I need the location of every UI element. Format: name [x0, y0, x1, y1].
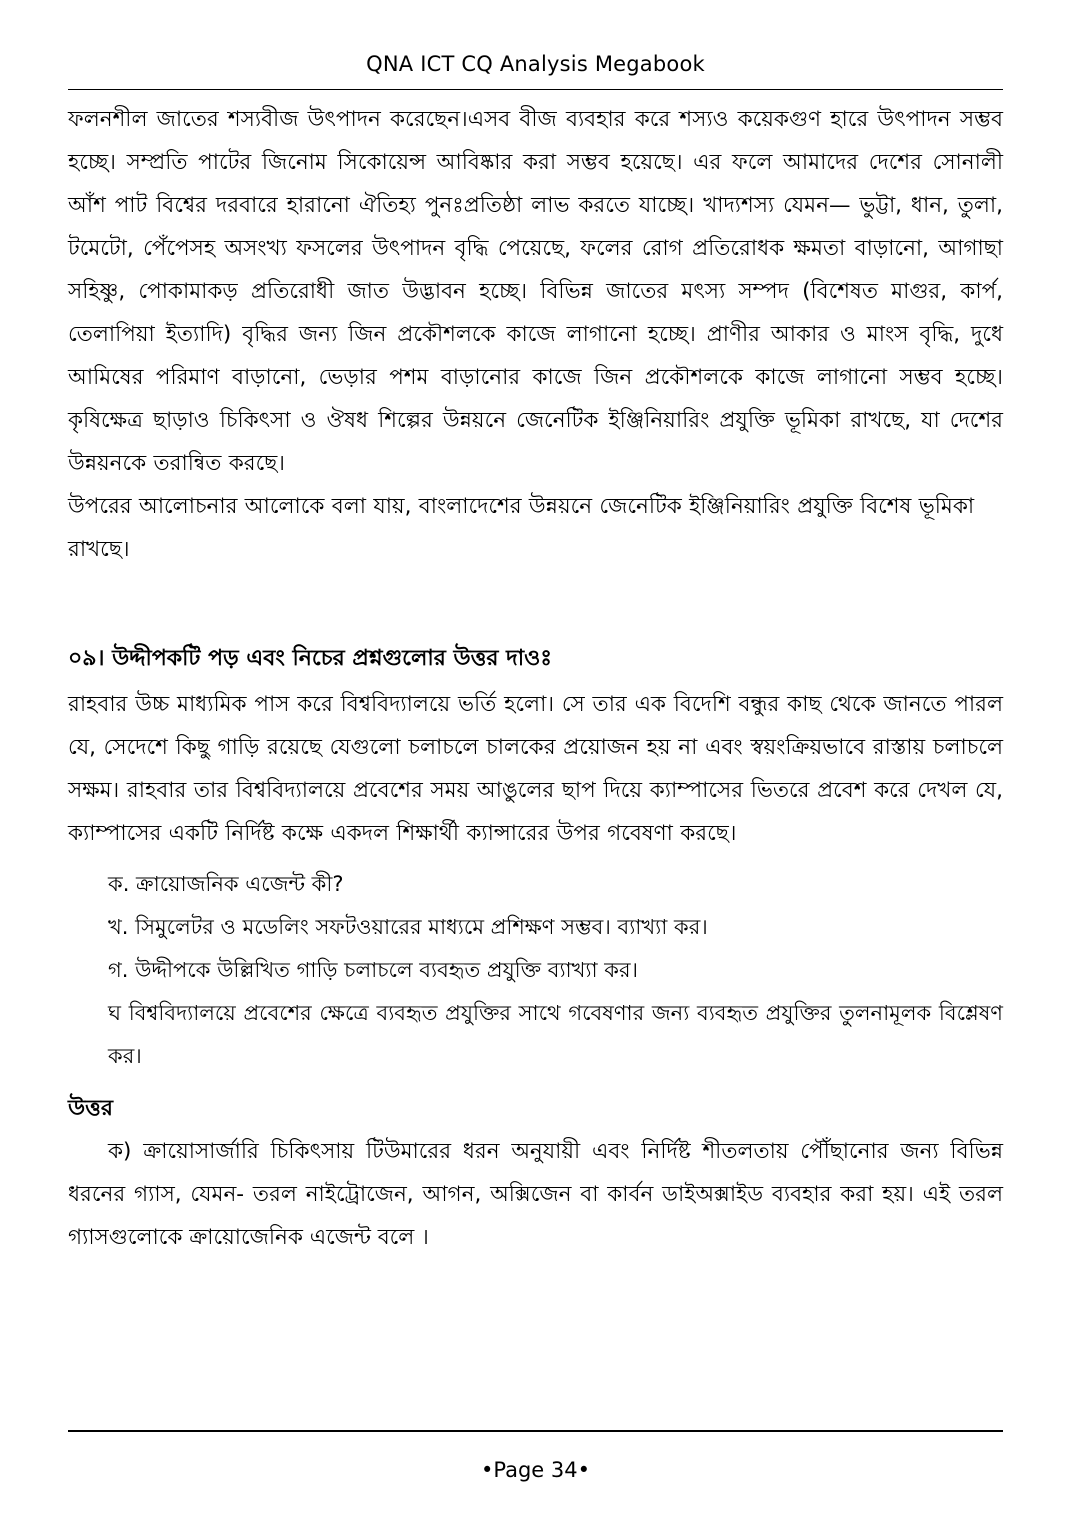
section-spacer	[68, 571, 1003, 639]
question-item-ga: গ. উদ্দীপকে উল্লিখিত গাড়ি চলাচলে ব্যবহৃত প্রযুক্তি ব্যাখ্যা কর।	[108, 958, 639, 982]
body-paragraph-1: ফলনশীল জাতের শস্যবীজ উৎপাদন করেছেন।এসব বীজ ব্যবহার করে শস্যও কয়েকগুণ হারে উৎপাদন সম্ভব হচ্ছে। সম্প্রতি পাটের জিনোম সিকোয়েন্স আবিষ্কার করা সম্ভব হয়েছে। এর ফলে আমাদের দেশের সোনালী আঁশ পাট বিশ্বের দরবারে হারানো ঐতিহ্য পুনঃপ্রতিষ্ঠা লাভ করতে যাচ্ছে। খাদ্যশস্য যেমন— ভুট্টা, ধান, তুলা, টমেটো, পেঁপেসহ অসংখ্য ফসলের উৎপাদন বৃদ্ধি পেয়েছে, ফলের রোগ প্রতিরোধক ক্ষমতা বাড়ানো, আগাছা সহিষ্ণু, পোকামাকড় প্রতিরোধী জাত উদ্ভাবন হচ্ছে। বিভিন্ন জাতের মৎস্য সম্পদ (বিশেষত মাগুর, কার্প, তেলাপিয়া ইত্যাদি) বৃদ্ধির জন্য জিন প্রকৌশলকে কাজে লাগানো হচ্ছে। প্রাণীর আকার ও মাংস বৃদ্ধি, দুধে আমিষের পরিমাণ বাড়ানো, ভেড়ার পশম বাড়ানোর কাজে জিন প্রকৌশলকে কাজে লাগানো সম্ভব হচ্ছে। কৃষিক্ষেত্র ছাড়াও চিকিৎসা ও ঔষধ শিল্পের উন্নয়নে জেনেটিক ইঞ্জিনিয়ারিং প্রযুক্তি ভূমিকা রাখছে, যা দেশের উন্নয়নকে তরান্বিত করছে।	[68, 107, 1003, 476]
document-body	[68, 98, 1003, 1259]
page-header	[68, 52, 1003, 76]
question-item-gha: ঘ বিশ্ববিদ্যালয়ে প্রবেশের ক্ষেত্রে ব্যবহৃত প্রযুক্তির সাথে গবেষণার জন্য ব্যবহৃত প্রযুক্তির তুলনামূলক বিশ্লেষণ কর।	[108, 1001, 1003, 1068]
question-heading: ০৯। উদ্দীপকটি পড় এবং নিচের প্রশ্নগুলোর উত্তর দাওঃ	[68, 646, 553, 671]
answer-text-ka: ক) ক্রায়োসার্জারি চিকিৎসায় টিউমারের ধরন অনুযায়ী এবং নির্দিষ্ট শীতলতায় পৌঁছানোর জন্য বিভিন্ন ধরনের গ্যাস, যেমন- তরল নাইট্রোজেন, আগন, অক্সিজেন বা কার্বন ডাইঅক্সাইড ব্যবহার করা হয়। এই তরল গ্যাসগুলোকে ক্রায়োজেনিক এজেন্ট বলে ।	[68, 1139, 1003, 1250]
footer-divider	[68, 1430, 1003, 1432]
page-footer	[68, 1458, 1003, 1482]
header-divider	[68, 89, 1003, 90]
body-paragraph-2: উপরের আলোচনার আলোকে বলা যায়, বাংলাদেশের উন্নয়নে জেনেটিক ইঞ্জিনিয়ারিং প্রযুক্তি বিশেষ ভূমিকা রাখছে।	[68, 494, 975, 562]
answer-label: উত্তর	[68, 1096, 113, 1121]
question-item-ka: ক. ক্রায়োজনিক এজেন্ট কী?	[108, 872, 344, 896]
question-item-kha: খ. সিমুলেটর ও মডেলিং সফটওয়ারের মাধ্যমে প্রশিক্ষণ সম্ভব। ব্যাখ্যা কর।	[108, 915, 708, 939]
header-title: QNA ICT CQ Analysis Megabook	[366, 52, 705, 76]
page-number: •Page 34•	[480, 1458, 590, 1482]
question-stimulus: রাহবার উচ্চ মাধ্যমিক পাস করে বিশ্ববিদ্যালয়ে ভর্তি হলো। সে তার এক বিদেশি বন্ধুর কাছ থেকে জানতে পারল যে, সেদেশে কিছু গাড়ি রয়েছে যেগুলো চলাচলে চালকের প্রয়োজন হয় না এবং স্বয়ংক্রিয়ভাবে রাস্তায় চলাচলে সক্ষম। রাহবার তার বিশ্ববিদ্যালয়ে প্রবেশের সময় আঙুলের ছাপ দিয়ে ক্যাম্পাসের ভিতরে প্রবেশ করে দেখল যে, ক্যাম্পাসের একটি নির্দিষ্ট কক্ষে একদল শিক্ষার্থী ক্যান্সারের উপর গবেষণা করছে।	[68, 692, 1003, 846]
question-item-list	[68, 863, 1003, 1078]
